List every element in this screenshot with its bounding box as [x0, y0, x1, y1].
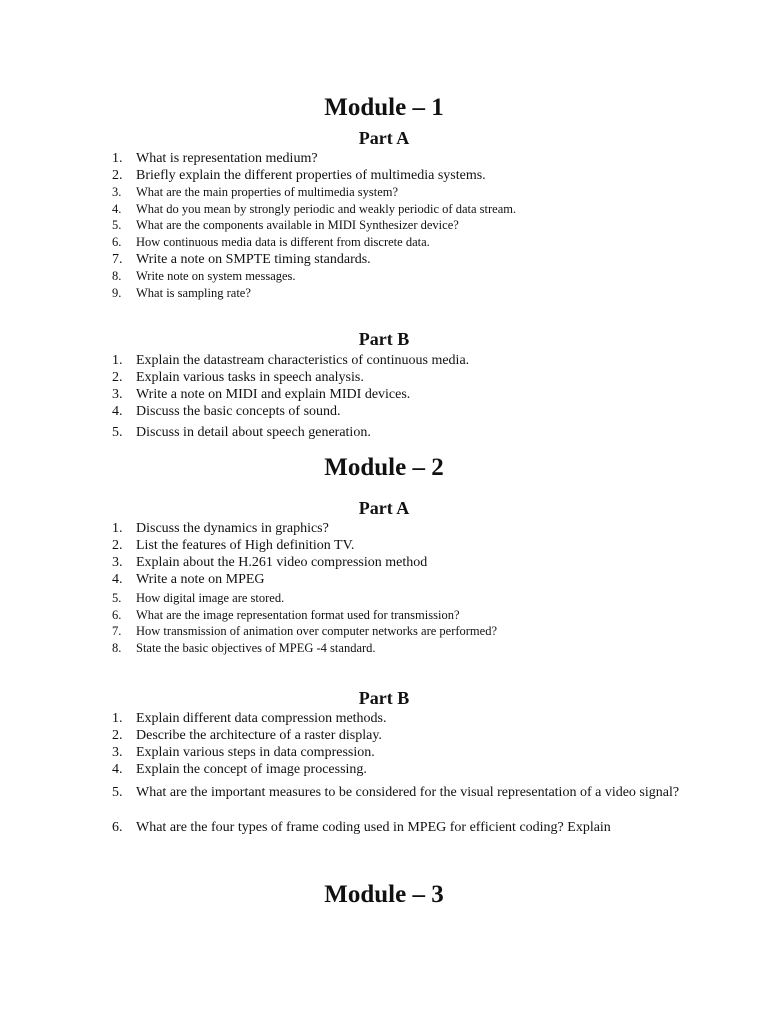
list-item: 3. Explain various steps in data compression.: [112, 745, 375, 760]
module-2-part-a-list-cont: [112, 590, 712, 657]
module-2-part-b-title: Part B: [358, 688, 410, 708]
list-item: 3. Write a note on MIDI and explain MIDI devices.: [112, 387, 411, 402]
list-item: 2. List the features of High definition TV.: [112, 538, 355, 553]
list-item: 8. Write note on system messages.: [112, 269, 296, 283]
list-item: 1. Discuss the dynamics in graphics?: [112, 521, 329, 536]
module-1-part-a-title: Part A: [358, 128, 410, 148]
module-1-part-a-list-cont2: [112, 251, 712, 268]
module-1-part-b-list: [112, 352, 712, 420]
list-item: 4. Write a note on MPEG: [112, 572, 265, 587]
module-1-part-b-title: Part B: [358, 329, 410, 349]
module-2-part-a-list: [112, 520, 712, 588]
list-item: 6. What are the image representation format used for transmission?: [112, 607, 460, 622]
list-item: 4. What do you mean by strongly periodic and weakly periodic of data stream.: [112, 201, 517, 216]
list-item: 5. What are the important measures to be considered for the visual representation of a video signal?: [112, 785, 680, 800]
list-item: 3. What are the main properties of multimedia system?: [112, 185, 399, 199]
list-item: 2. Briefly explain the different properties of multimedia systems.: [112, 168, 486, 183]
module-3-title: Module – 3: [324, 881, 444, 908]
list-item: 2. Explain various tasks in speech analysis.: [112, 370, 364, 385]
list-item: 8. State the basic objectives of MPEG -4 standard.: [112, 641, 376, 656]
list-item: 5. Discuss in detail about speech generation.: [112, 425, 371, 440]
list-item: 1. What is representation medium?: [112, 151, 318, 166]
module-1-part-a-list-cont: [112, 184, 712, 251]
module-2-part-b-list: [112, 710, 712, 778]
list-item: 6. How continuous media data is different from discrete data.: [112, 235, 430, 250]
list-item: 1. Explain the datastream characteristics of continuous media.: [112, 353, 470, 368]
module-2-part-b-list-cont: [112, 784, 712, 836]
list-item: 3. Explain about the H.261 video compression method: [112, 555, 428, 570]
list-item: 4. Discuss the basic concepts of sound.: [112, 404, 341, 419]
list-item: 4. Explain the concept of image processing.: [112, 762, 367, 777]
list-item: 5. How digital image are stored.: [112, 591, 285, 605]
module-2-title: Module – 2: [324, 454, 444, 481]
list-item: 2. Describe the architecture of a raster display.: [112, 728, 382, 743]
list-item: 7. How transmission of animation over computer networks are performed?: [112, 624, 498, 639]
list-item: 9. What is sampling rate?: [112, 285, 251, 300]
module-1-title: Module – 1: [324, 94, 444, 121]
list-item: 1. Explain different data compression methods.: [112, 711, 387, 726]
module-1-part-b-list-cont: [112, 424, 712, 441]
list-item: 7. Write a note on SMPTE timing standards.: [112, 252, 371, 267]
list-item: 5. What are the components available in MIDI Synthesizer device?: [112, 218, 459, 233]
module-2-part-a-title: Part A: [358, 498, 410, 518]
module-1-part-a-list-cont3: [112, 268, 712, 301]
list-item: 6. What are the four types of frame coding used in MPEG for efficient coding? Explain: [112, 820, 611, 835]
module-1-part-a-list: [112, 150, 712, 184]
